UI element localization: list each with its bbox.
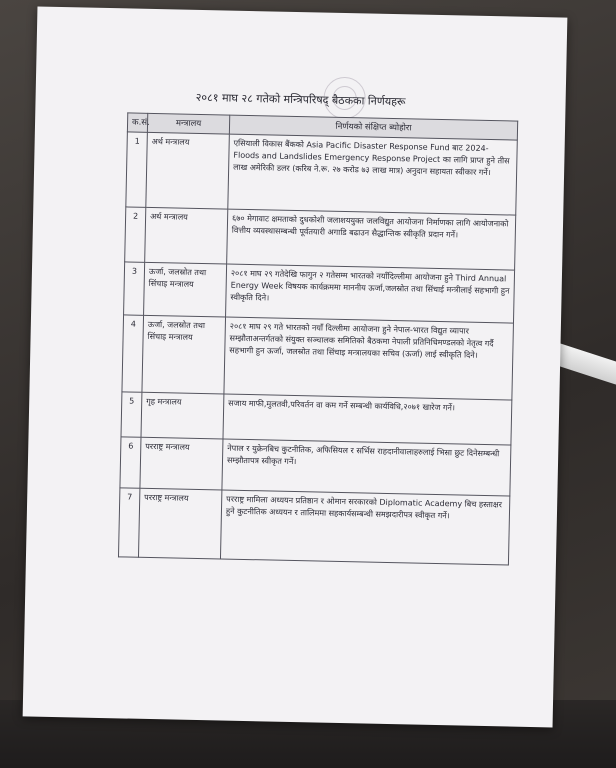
row-summary: एसियाली विकास बैंकको Asia Pacific Disaster Response Fund बाट 2024-Floods and Landslides Emergency Response Project का लागि प्राप्त हुने तीस लाख अमेरिकी डलर (करिब ने.रू. २७ करोड ७३ लाख मात्र) अनुदान सहायता स्वीकार गर्ने। (228, 134, 518, 215)
table-row (121, 392, 512, 445)
row-number: 7 (118, 488, 139, 557)
row-ministry: परराष्ट्र मन्त्रालय (140, 438, 223, 491)
row-ministry: गृह मन्त्रालय (141, 393, 224, 440)
decisions-table (118, 112, 518, 565)
row-summary: नेपाल र युक्रेनबिच कुटनीतिक, अफिसियल र सर्भिस राहदानीवालाहरुलाई भिसा छुट दिनेसम्बन्धी सम्झौतापत्र स्वीकृत गर्ने। (222, 439, 511, 496)
header-summary: निर्णयको संक्षिप्त ब्योहोरा (229, 115, 517, 140)
row-summary: ६७० मेगावाट क्षमताको दुधकोशी जलाशययुक्त जलविद्युत आयोजना निर्माणका लागि आयोजनाको वित्तीय व्यवस्थासम्बन्धी पूर्वतयारी अगाडि बढाउन सैद्धान्तिक स्वीकृति प्रदान गर्ने। (227, 209, 516, 270)
row-number: 5 (121, 392, 142, 437)
row-ministry: अर्थ मन्त्रालय (145, 208, 228, 265)
table-row (124, 262, 515, 323)
row-summary: सजाय माफी,मुलतवी,परिवर्तन वा कम गर्ने सम्बन्धी कार्यविधि,२०७१ खारेज गर्ने। (223, 394, 512, 445)
header-number: क.सं. (127, 113, 147, 133)
row-ministry: अर्थ मन्त्रालय (146, 133, 230, 210)
document-title: २०८१ माघ २८ गतेको मन्त्रिपरिषद् बैठकका निर्णयहरू (195, 90, 406, 109)
row-summary: २०८१ माघ २९ गतेदेखि फागुन २ गतेसम्म भारतको नयाँदिल्लीमा आयोजना हुने Third Annual Energy Week विषयक कार्यक्रममा माननीय ऊर्जा,जलस्रोत तथा सिंचाई मन्त्रीलाई सहभागी हुन स्वीकृति दिने। (226, 264, 515, 323)
table-row (118, 488, 509, 565)
header-ministry: मन्त्रालय (147, 113, 229, 134)
row-number: 1 (126, 132, 148, 207)
table-row (120, 437, 511, 496)
row-number: 6 (120, 437, 141, 488)
row-number: 2 (125, 207, 146, 262)
table-row (122, 315, 514, 400)
row-summary: परराष्ट्र मामिला अध्ययन प्रतिष्ठान र ओमान सरकारको Diplomatic Academy बिच हस्ताक्षर हुने कुटनीतिक अध्ययन र तालिममा सहकार्यसम्बन्धी समझदारीपत्र स्वीकृत गर्ने। (220, 490, 509, 565)
row-number: 3 (124, 262, 145, 315)
row-ministry: ऊर्जा, जलस्रोत तथा सिंचाइ मन्त्रालय (142, 316, 226, 395)
document-paper (23, 7, 568, 728)
row-number: 4 (122, 315, 144, 392)
row-ministry: ऊर्जा, जलस्रोत तथा सिंचाइ मन्त्रालय (144, 263, 227, 318)
row-ministry: परराष्ट्र मन्त्रालय (138, 489, 221, 560)
row-summary: २०८१ माघ २९ गते भारतको नयाँ दिल्लीमा आयोजना हुने नेपाल-भारत विद्युत व्यापार सम्झौताअन्तर्गतको संयुक्त सञ्चालक समितिको बैठकमा नेपाली प्रतिनिधिमण्डलको नेतृत्व गर्दै सहभागी हुन ऊर्जा, जलस्रोत तथा सिंचाइ मन्त्रालयका सचिव (ऊर्जा) लाई स्वीकृति दिने। (224, 317, 514, 400)
table-row (126, 132, 517, 215)
table-row (125, 207, 516, 270)
